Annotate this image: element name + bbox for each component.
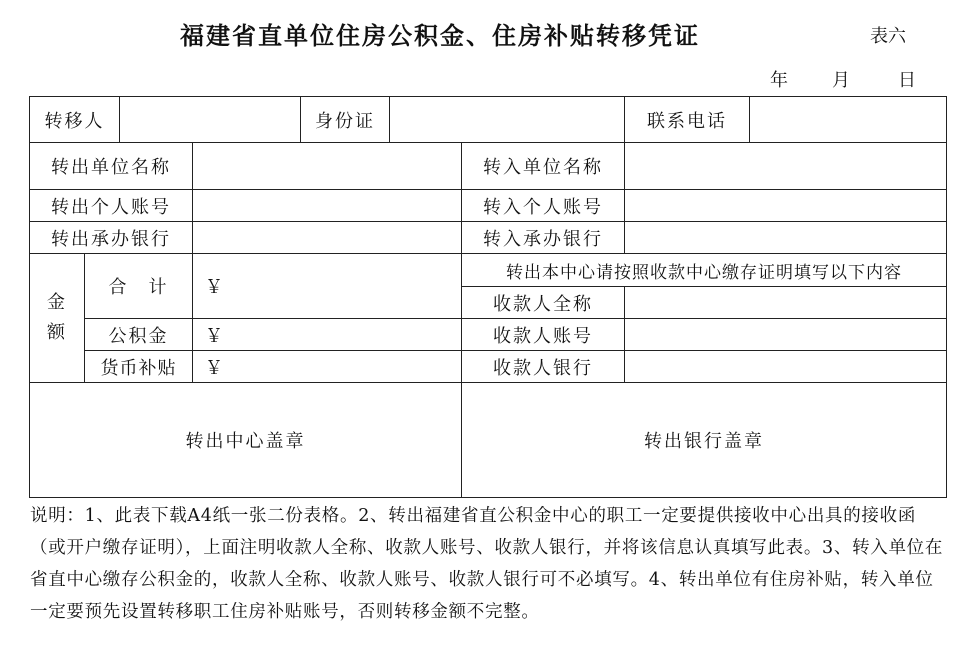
out-unit-field[interactable] xyxy=(193,143,461,189)
date-month-label: 月 xyxy=(832,70,850,91)
amount-label-char-2: 额 xyxy=(47,322,67,343)
fund-field[interactable] xyxy=(193,319,461,350)
in-unit-label: 转入单位名称 xyxy=(483,157,603,178)
subsidy-label: 货币补贴 xyxy=(100,357,177,379)
bank-seal-area[interactable]: 转出银行盖章 xyxy=(644,431,764,452)
phone-field[interactable] xyxy=(750,97,946,142)
center-instruction: 转出本中心请按照收款中心缴存证明填写以下内容 xyxy=(506,262,902,283)
phone-label: 联系电话 xyxy=(647,110,727,132)
total-label: 合 计 xyxy=(108,277,169,298)
in-bank-label: 转入承办银行 xyxy=(483,228,603,250)
amount-label-char-1: 金 xyxy=(47,292,67,313)
out-account-field[interactable] xyxy=(193,190,461,221)
payee-bank-field[interactable] xyxy=(625,351,946,382)
out-bank-label: 转出承办银行 xyxy=(51,228,171,250)
in-bank-field[interactable] xyxy=(625,222,946,253)
date-year-label: 年 xyxy=(770,70,788,91)
amount-label xyxy=(30,254,84,382)
form-code: 表六 xyxy=(870,26,906,47)
payee-bank-label: 收款人银行 xyxy=(493,357,593,379)
total-currency: ￥ xyxy=(205,277,225,298)
out-account-label: 转出个人账号 xyxy=(51,196,171,218)
fund-label: 公积金 xyxy=(108,325,169,347)
fund-currency: ￥ xyxy=(205,325,225,347)
in-account-field[interactable] xyxy=(625,190,946,221)
instructions-note: 说明：1、此表下载A4纸一张二份表格。2、转出福建省直公积金中心的职工一定要提供接收中心出具的接收函（或开户缴存证明），上面注明收款人全称、收款人账号、收款人银行，并将该信息认真填写此表。3、转入单位在省直中心缴存公积金的，收款人全称、收款人账号、收款人银行可不必填写。4、转出单位有住房补贴，转入单位一定要预先设置转移职工住房补贴账号，否则转移金额不完整。 xyxy=(30,506,944,622)
transferor-field[interactable] xyxy=(120,97,300,142)
payee-account-field[interactable] xyxy=(625,319,946,350)
id-field[interactable] xyxy=(390,97,624,142)
transferor-label: 转移人 xyxy=(44,110,105,132)
id-label: 身份证 xyxy=(315,110,375,132)
center-seal-area[interactable]: 转出中心盖章 xyxy=(185,431,306,452)
out-bank-field[interactable] xyxy=(193,222,461,253)
subsidy-currency: ￥ xyxy=(205,357,225,379)
in-account-label: 转入个人账号 xyxy=(483,196,603,218)
payee-name-field[interactable] xyxy=(625,287,946,318)
total-field[interactable] xyxy=(193,254,461,318)
in-unit-field[interactable] xyxy=(625,143,946,189)
subsidy-field[interactable] xyxy=(193,351,461,382)
payee-name-label: 收款人全称 xyxy=(493,293,593,315)
page-title: 福建省直单位住房公积金、住房补贴转移凭证 xyxy=(180,22,700,50)
out-unit-label: 转出单位名称 xyxy=(51,157,171,178)
payee-account-label: 收款人账号 xyxy=(493,325,593,347)
date-day-label: 日 xyxy=(898,70,916,91)
